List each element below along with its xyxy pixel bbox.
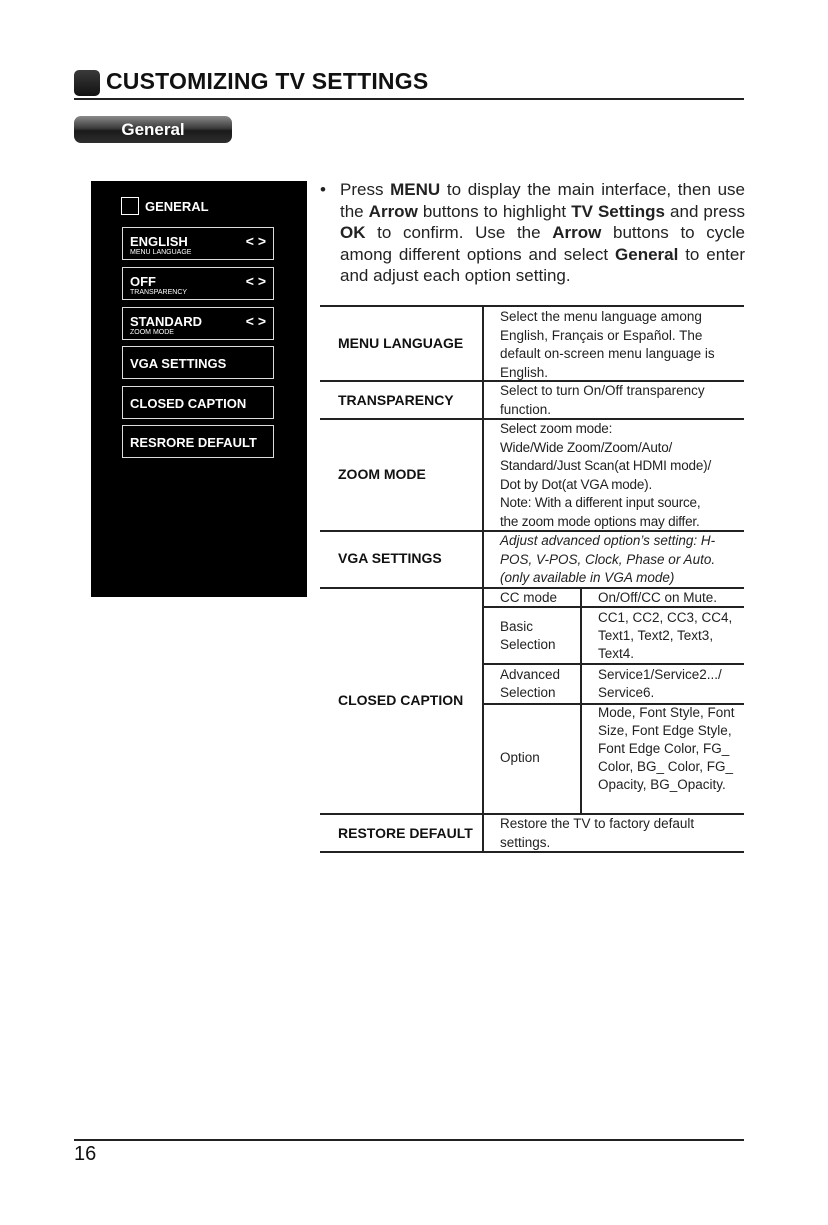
- menu-item-subtitle: TRANSPARENCY: [130, 289, 188, 296]
- table-desc-vga-settings: Adjust advanced option’s setting: H-POS, V-POS, Clock, Phase or Auto. (only available in VGA mode): [500, 533, 716, 585]
- menu-item-title: RESRORE DEFAULT: [130, 435, 257, 450]
- zoom-mode-line: the zoom mode options may differ.: [500, 513, 700, 529]
- page-title: CUSTOMIZING TV SETTINGS: [106, 68, 429, 94]
- advanced-selection-label: Advanced Selection: [500, 667, 561, 700]
- menu-item-title: STANDARD: [130, 314, 202, 329]
- menu-item-title: VGA SETTINGS: [130, 356, 227, 371]
- checkbox-icon: [121, 197, 139, 215]
- tv-menu-screenshot: [91, 181, 307, 597]
- left-right-arrows-icon: < >: [245, 273, 266, 289]
- page-number: 16: [74, 1143, 97, 1165]
- zoom-mode-line: Standard/Just Scan(at HDMI mode)/: [500, 458, 711, 473]
- instruction-bold: MENU: [390, 180, 441, 199]
- menu-item-closed-caption: [122, 386, 274, 419]
- instruction-paragraph: [320, 179, 745, 287]
- instruction-text: to display the main interface, then use the: [340, 180, 745, 221]
- table-rule: [482, 305, 484, 853]
- table-rule: [580, 588, 582, 814]
- table-key-vga-settings: VGA SETTINGS: [338, 550, 442, 566]
- menu-item-title: CLOSED CAPTION: [130, 396, 247, 411]
- instruction-bold: General: [615, 244, 679, 264]
- instruction-bold: Arrow: [552, 223, 602, 242]
- zoom-mode-line: Dot by Dot(at VGA mode).: [500, 476, 653, 492]
- menu-item-english: [122, 227, 274, 260]
- option-label: Option: [500, 750, 540, 765]
- zoom-mode-line: Note: With a different input source,: [500, 495, 701, 510]
- menu-item-subtitle: MENU LANGUAGE: [130, 249, 192, 256]
- table-rule: [320, 305, 744, 307]
- advanced-selection-value: Service1/Service2.../ Service6.: [598, 667, 722, 700]
- left-right-arrows-icon: < >: [245, 313, 266, 329]
- instruction-text: buttons to highlight: [417, 201, 572, 221]
- zoom-mode-line: Select zoom mode:: [500, 421, 613, 436]
- table-key-closed-caption: CLOSED CAPTION: [338, 692, 464, 708]
- header-square-icon: [74, 70, 100, 96]
- table-desc-transparency: Select to turn On/Off transparency function.: [500, 383, 705, 417]
- menu-heading-label: GENERAL: [145, 199, 209, 214]
- menu-item-restore-default: [122, 425, 274, 458]
- left-right-arrows-icon: < >: [245, 233, 266, 249]
- menu-item-subtitle: ZOOM MODE: [130, 329, 174, 336]
- instruction-text: Press: [340, 180, 391, 199]
- cc-mode-label: CC mode: [500, 590, 558, 605]
- option-value: Mode, Font Style, Font Size, Font Edge Style, Font Edge Color, FG_ Color, BG_ Color, FG_ Opacity, BG_Opacity.: [598, 705, 735, 792]
- menu-item-vga-settings: [122, 346, 274, 379]
- instruction-text: to confirm. Use the: [365, 223, 553, 242]
- table-key-menu-language: MENU LANGUAGE: [338, 335, 464, 351]
- menu-item-off: [122, 267, 274, 300]
- cc-mode-value: On/Off/CC on Mute.: [598, 590, 718, 605]
- bullet-icon: •: [320, 180, 326, 199]
- table-key-zoom-mode: ZOOM MODE: [338, 466, 426, 482]
- zoom-mode-line: Wide/Wide Zoom/Zoom/Auto/: [500, 439, 673, 455]
- settings-table: [320, 305, 744, 853]
- table-desc-menu-language: Select the menu language among English, Français or Español. The default on-screen menu language is English.: [500, 309, 715, 380]
- basic-selection-label: Basic Selection: [500, 619, 556, 652]
- menu-item-title: ENGLISH: [130, 234, 188, 249]
- table-desc-zoom-mode: [500, 420, 744, 531]
- table-desc-restore-default: Restore the TV to factory default settings.: [500, 816, 695, 850]
- table-rule: [483, 663, 744, 665]
- basic-selection-value: CC1, CC2, CC3, CC4, Text1, Text2, Text3, Text4.: [598, 610, 733, 661]
- menu-item-standard: [122, 307, 274, 340]
- table-key-transparency: TRANSPARENCY: [338, 392, 454, 408]
- instruction-text: buttons to cycle among different options and select: [340, 223, 745, 264]
- footer-rule: [74, 1139, 744, 1141]
- page-header: [74, 68, 744, 100]
- section-label: General: [74, 116, 232, 143]
- instruction-bold: Arrow: [368, 201, 418, 221]
- table-key-restore-default: RESTORE DEFAULT: [338, 825, 473, 841]
- instruction-bold: TV Settings: [571, 201, 666, 221]
- menu-item-title: OFF: [130, 274, 156, 289]
- instruction-text: to enter and adjust each option setting.: [340, 244, 746, 285]
- instruction-bold: OK: [340, 223, 366, 242]
- instruction-text: and press: [665, 201, 746, 221]
